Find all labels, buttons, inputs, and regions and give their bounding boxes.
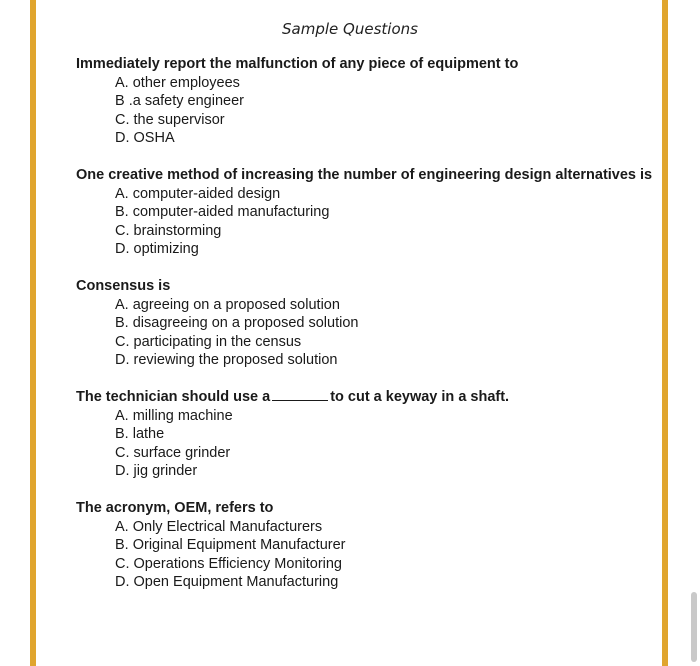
question-5 bbox=[76, 499, 656, 592]
left-page-border bbox=[30, 0, 36, 666]
option-b: B. lathe bbox=[115, 426, 165, 442]
option-a: A. agreeing on a proposed solution bbox=[115, 296, 340, 313]
right-page-border bbox=[662, 0, 668, 666]
question-4 bbox=[76, 388, 656, 481]
option-a: A. other employees bbox=[115, 74, 240, 91]
option-c: C. the supervisor bbox=[115, 111, 225, 128]
option-c: C. Operations Efficiency Monitoring bbox=[115, 555, 343, 572]
question-1 bbox=[76, 55, 656, 148]
option-list bbox=[76, 407, 656, 481]
option-c: C. participating in the census bbox=[115, 333, 302, 350]
option-list bbox=[76, 296, 656, 370]
option-d: D. optimizing bbox=[115, 241, 199, 257]
question-text: Consensus is bbox=[76, 278, 171, 294]
question-3 bbox=[76, 277, 656, 370]
option-d: D. jig grinder bbox=[115, 463, 198, 479]
option-d: D. OSHA bbox=[115, 130, 175, 146]
scrollbar-thumb[interactable] bbox=[691, 592, 697, 662]
option-b: B. computer-aided manufacturing bbox=[115, 204, 330, 220]
question-2 bbox=[76, 166, 656, 259]
option-b: B. disagreeing on a proposed solution bbox=[115, 315, 359, 331]
fill-in-blank bbox=[272, 389, 328, 401]
option-d: D. reviewing the proposed solution bbox=[115, 352, 338, 368]
option-a: A. milling machine bbox=[115, 407, 233, 424]
question-text-before: The technician should use a bbox=[76, 389, 271, 405]
option-b: B. Original Equipment Manufacturer bbox=[115, 537, 346, 553]
page-title: Sample Questions bbox=[282, 20, 418, 38]
option-list bbox=[76, 518, 656, 592]
question-text bbox=[76, 388, 656, 407]
option-d: D. Open Equipment Manufacturing bbox=[115, 574, 339, 590]
option-a: A. Only Electrical Manufacturers bbox=[115, 518, 323, 535]
question-text-after: to cut a keyway in a shaft. bbox=[330, 389, 510, 405]
option-list bbox=[76, 74, 656, 148]
option-c: C. surface grinder bbox=[115, 444, 231, 461]
option-c: C. brainstorming bbox=[115, 222, 222, 239]
question-text: Immediately report the malfunction of any piece of equipment to bbox=[76, 56, 519, 72]
option-a: A. computer-aided design bbox=[115, 185, 281, 202]
question-text: One creative method of increasing the number of engineering design alternatives is bbox=[76, 167, 653, 183]
option-b: B .a safety engineer bbox=[115, 93, 244, 109]
question-text: The acronym, OEM, refers to bbox=[76, 500, 274, 516]
option-list bbox=[76, 185, 656, 259]
